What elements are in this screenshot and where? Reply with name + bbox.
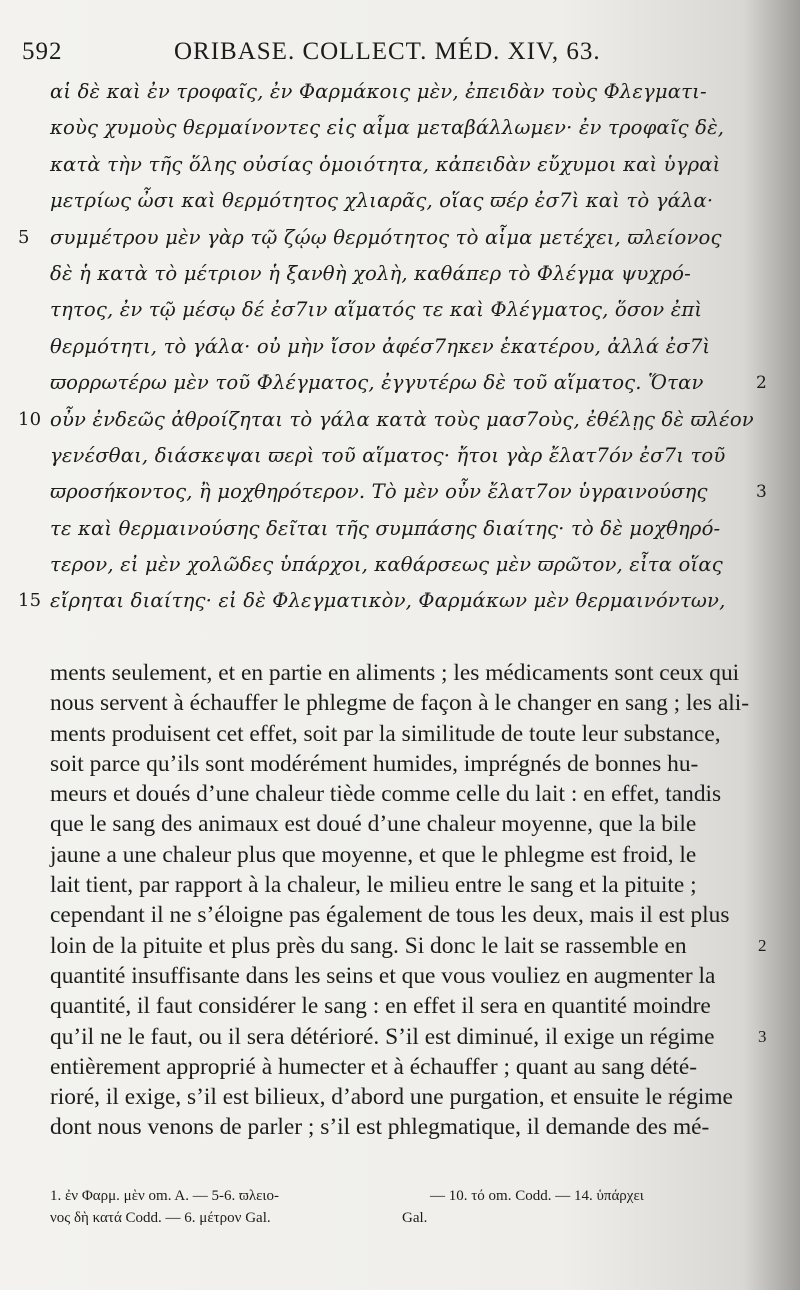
greek-line xyxy=(18,583,764,619)
line-number: 5 xyxy=(18,226,30,248)
greek-line-text: κατὰ τὴν τῆς ὅλης οὐσίας ὁμοιότητα, κἀπειδὰν εὔχυμοι καὶ ὑγραὶ xyxy=(50,152,721,176)
french-line-text: entièrement approprié à humecter et à échauffer ; quant au sang dété- xyxy=(50,1053,698,1080)
french-line-text: cependant il ne s’éloigne pas également de tous les deux, mais il est plus xyxy=(50,902,730,929)
french-line xyxy=(18,931,767,961)
greek-line xyxy=(18,74,764,110)
french-line xyxy=(18,900,764,930)
french-line-text: meurs et doués d’une chaleur tiède comme celle du lait : en effet, tandis xyxy=(50,781,722,808)
french-line xyxy=(18,1082,764,1112)
french-line-text: rioré, il exige, s’il est bilieux, d’abord une purgation, et ensuite le régime xyxy=(50,1084,733,1111)
greek-line-text: τητος, ἐν τῷ μέσῳ δέ ἐσ7ιν αἵματός τε καὶ Φλέγματος, ὅσον ἐπὶ xyxy=(50,298,703,322)
french-line-text: jaune a une chaleur plus que moyenne, et que le phlegme est froid, le xyxy=(50,841,697,868)
french-line xyxy=(18,658,764,688)
greek-line-text: τε καὶ θερμαινούσης δεῖται τῆς συμπάσης διαίτης· τὸ δὲ μοχθηρό- xyxy=(50,516,721,540)
footnote-segment: νος δὴ κατά Codd. — 6. μέτρον Gal. xyxy=(50,1210,271,1226)
greek-line-text: δὲ ἡ κατὰ τὸ μέτριον ἡ ξανθὴ χολὴ, καθάπερ τὸ Φλέγμα ψυχρό- xyxy=(50,261,691,285)
greek-line xyxy=(18,256,764,292)
french-line xyxy=(18,840,764,870)
french-line-text: quantité, il faut considérer le sang : en effet il sera en quantité moindre xyxy=(50,993,711,1020)
french-line-text: qu’il ne le faut, ou il sera détérioré. S’il est diminué, il exige un régime xyxy=(50,1023,715,1050)
footnote-line xyxy=(50,1207,750,1229)
greek-line-text: ϖροσήκοντος, ἢ μοχθηρότερον. Τὸ μὲν οὖν ἔλατ7ον ὑγραινούσης xyxy=(50,480,708,504)
greek-line-text: οὖν ἐνδεῶς ἀθροίζηται τὸ γάλα κατὰ τοὺς μασ7οὺς, ἐθέλῃς δὲ ϖλέον xyxy=(50,407,754,431)
footnote-segment: 1. ἐν Φαρμ. μὲν om. A. — 5-6. ϖλειο- xyxy=(50,1188,279,1204)
greek-line-text: συμμέτρου μὲν γὰρ τῷ ζῴῳ θερμότητος τὸ αἷμα μετέχει, ϖλείονος xyxy=(50,225,722,249)
french-line-text: que le sang des animaux est doué d’une chaleur moyenne, que la bile xyxy=(50,811,697,838)
french-line xyxy=(18,809,764,839)
margin-note-number: 2 xyxy=(758,935,767,955)
greek-line-text: εἴρηται διαίτης· εἰ δὲ Φλεγματικὸν, Φαρμάκων μὲν θερμαινόντων, xyxy=(50,589,726,613)
french-line-text: ments produisent cet effet, soit par la similitude de toute leur substance, xyxy=(50,720,721,747)
french-line-text: soit parce qu’ils sont modérément humides, imprégnés de bonnes hu- xyxy=(50,750,699,777)
french-line xyxy=(18,749,764,779)
running-title: ORIBASE. COLLECT. MÉD. XIV, 63. xyxy=(174,38,601,65)
greek-line xyxy=(18,438,764,474)
french-line-text: quantité insuffisante dans les seins et que vous vouliez en augmenter la xyxy=(50,962,716,989)
greek-line xyxy=(18,110,764,146)
margin-note-number: 2 xyxy=(756,373,767,394)
greek-line xyxy=(18,147,764,183)
page-number: 592 xyxy=(22,38,63,65)
greek-line xyxy=(18,474,767,510)
french-line xyxy=(18,870,764,900)
greek-line-text: μετρίως ὦσι καὶ θερμότητος χλιαρᾶς, οἵας ϖέρ ἐσ7ὶ καὶ τὸ γάλα· xyxy=(50,189,714,213)
greek-line-text: ϖορρωτέρω μὲν τοῦ Φλέγματος, ἐγγυτέρω δὲ τοῦ αἵματος. Ὅταν xyxy=(50,371,704,395)
footnote-line xyxy=(50,1185,750,1207)
french-line xyxy=(18,779,764,809)
margin-note-number: 3 xyxy=(758,1026,767,1046)
greek-line-text: αἱ δὲ καὶ ἐν τροφαῖς, ἐν Φαρμάκοις μὲν, ἐπειδὰν τοὺς Φλεγματι- xyxy=(50,80,707,103)
greek-line xyxy=(18,402,764,438)
greek-line xyxy=(18,511,764,547)
footnotes xyxy=(50,1185,750,1229)
footnote-segment: Gal. xyxy=(402,1210,428,1226)
french-line-text: dont nous venons de parler ; s’il est phlegmatique, il demande des mé- xyxy=(50,1114,710,1141)
greek-line-text: θερμότητι, τὸ γάλα· οὐ μὴν ἴσον ἀφέσ7ηκεν ἑκατέρου, ἀλλά ἐσ7ὶ xyxy=(50,334,711,358)
french-line xyxy=(18,1112,764,1142)
french-line-text: lait tient, par rapport à la chaleur, le milieu entre le sang et la pituite ; xyxy=(50,872,697,899)
greek-line-text: τερον, εἰ μὲν χολῶδες ὑπάρχοι, καθάρσεως μὲν ϖρῶτον, εἶτα οἵας xyxy=(50,553,723,577)
footnote-segment: — 10. τό om. Codd. — 14. ὑπάρχει xyxy=(430,1188,644,1204)
french-line-text: ments seulement, et en partie en aliments ; les médicaments sont ceux qui xyxy=(50,660,740,686)
greek-text-block xyxy=(18,74,767,620)
line-number: 15 xyxy=(18,590,42,612)
greek-line-text: κοὺς χυμοὺς θερμαίνοντες εἰς αἷμα μεταβάλλωμεν· ἐν τροφαῖς δὲ, xyxy=(50,116,725,140)
french-line xyxy=(18,991,764,1021)
greek-line xyxy=(18,183,764,219)
french-line xyxy=(18,688,764,718)
greek-line xyxy=(18,220,764,256)
french-line xyxy=(18,1022,767,1052)
greek-line xyxy=(18,547,764,583)
french-line xyxy=(18,1052,764,1082)
greek-line xyxy=(18,292,764,328)
french-line-text: loin de la pituite et plus près du sang. Si donc le lait se rassemble en xyxy=(50,932,687,959)
french-translation-block xyxy=(18,658,767,1143)
margin-note-number: 3 xyxy=(756,482,767,503)
french-line-text: nous servent à échauffer le phlegme de façon à le changer en sang ; les ali- xyxy=(50,690,750,717)
french-line xyxy=(18,961,764,991)
french-line xyxy=(18,719,764,749)
line-number: 10 xyxy=(18,408,42,430)
greek-line xyxy=(18,365,767,401)
greek-line-text: γενέσθαι, διάσκεψαι ϖερὶ τοῦ αἵματος· ἤτοι γὰρ ἔλατ7όν ἐσ7ι τοῦ xyxy=(50,443,726,467)
greek-line xyxy=(18,329,764,365)
